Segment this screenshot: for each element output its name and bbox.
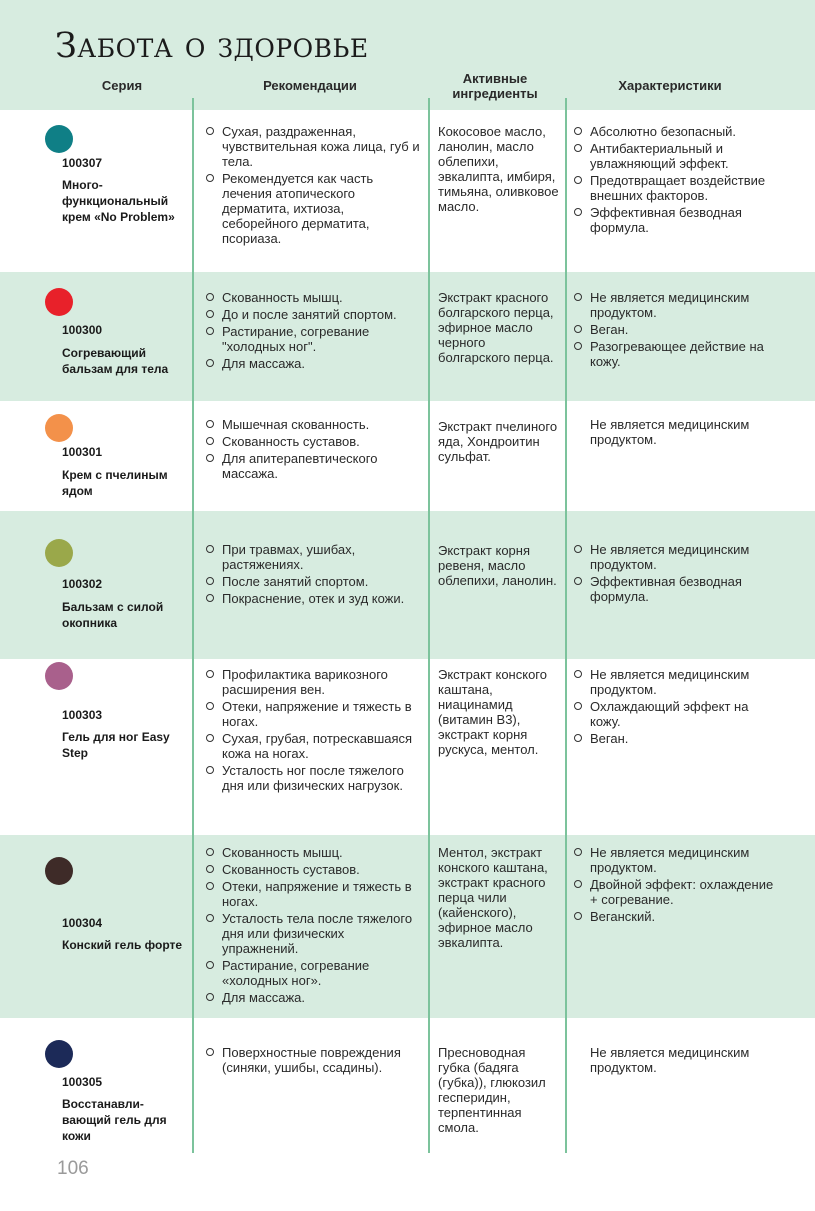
- list-item: Абсолютно безопасный.: [573, 124, 778, 139]
- list-item: Не является медицинским продуктом.: [590, 1045, 750, 1075]
- list-item: Сухая, раздраженная, чувствительная кожа лица, губ и тела.: [205, 124, 423, 169]
- product-code: 100302: [62, 577, 103, 591]
- list-item: Не является медицинским продуктом.: [573, 542, 778, 572]
- list-item: Разогревающее действие на кожу.: [573, 339, 778, 369]
- product-name: Согревающий бальзам для тела: [62, 346, 169, 376]
- color-dot: [45, 414, 73, 442]
- characteristics-list: [573, 542, 778, 606]
- list-item: Для массажа.: [205, 356, 423, 371]
- product-name: Гель для ног Easy Step: [62, 730, 170, 760]
- product-code: 100301: [62, 445, 103, 459]
- list-item: Двойной эффект: охлаждение + согревание.: [573, 877, 778, 907]
- page-number: 106: [57, 1158, 89, 1179]
- product-row-100304: [0, 835, 815, 1018]
- product-name: Конский гель форте: [62, 938, 183, 952]
- characteristics-list: [573, 1045, 778, 1077]
- ingredients-text: Экстракт корня ревеня, масло облепихи, ланолин.: [438, 543, 557, 588]
- product-code: 100304: [62, 916, 103, 930]
- color-dot: [45, 662, 73, 690]
- ingredients-text: Ментол, экстракт конского каштана, экстракт красного перца чили (кайенского), эфирное масло эвкалипта.: [438, 845, 548, 950]
- list-item: Отеки, напряжение и тяжесть в ногах.: [205, 879, 423, 909]
- list-item: Усталость тела после тяжелого дня или физических упражнений.: [205, 911, 423, 956]
- product-name: Много-функциональный крем «No Problem»: [62, 178, 175, 224]
- list-item: Сухая, грубая, потрескавшаяся кожа на ногах.: [205, 731, 423, 761]
- list-item: Эффективная безводная формула.: [573, 205, 778, 235]
- col-head-characteristics: Характеристики: [618, 78, 722, 93]
- column-divider: [192, 98, 194, 1153]
- list-item: Профилактика варикозного расширения вен.: [205, 667, 423, 697]
- list-item: Скованность суставов.: [205, 862, 423, 877]
- list-item: Эффективная безводная формула.: [573, 574, 778, 604]
- col-head-ingredients: Активные ингредиенты: [452, 71, 538, 101]
- ingredients-text: Экстракт конского каштана, ниацинамид (витамин В3), экстракт корня рускуса, ментол.: [438, 667, 547, 757]
- list-item: Предотвращает воздействие внешних факторов.: [573, 173, 778, 203]
- ingredients-text: Пресноводная губка (бадяга (губка)), глюкозил гесперидин, терпентинная смола.: [438, 1045, 546, 1135]
- list-item: Покраснение, отек и зуд кожи.: [205, 591, 423, 606]
- list-item: Скованность мышц.: [205, 845, 423, 860]
- color-dot: [45, 1040, 73, 1068]
- product-code: 100307: [62, 156, 103, 170]
- list-item: Веганский.: [573, 909, 778, 924]
- list-item: Для массажа.: [205, 990, 423, 1005]
- product-row-100303: [0, 659, 815, 835]
- list-item: Для апитерапевтического массажа.: [205, 451, 423, 481]
- characteristics-list: [573, 667, 778, 748]
- list-item: Не является медицинским продуктом.: [590, 417, 750, 447]
- list-item: Мышечная скованность.: [205, 417, 423, 432]
- characteristics-list: [573, 845, 778, 926]
- column-divider: [565, 98, 567, 1153]
- recommendations-list: [205, 1045, 423, 1077]
- product-name: Бальзам с силой окопника: [62, 600, 164, 630]
- list-item: Рекомендуется как часть лечения атопического дерматита, ихтиоза, себорейного дерматита, псориаза.: [205, 171, 423, 246]
- product-row-100307: [0, 110, 815, 272]
- recommendations-list: [205, 417, 423, 483]
- recommendations-list: [205, 542, 423, 608]
- list-item: Скованность суставов.: [205, 434, 423, 449]
- list-item: Растирание, согревание "холодных ног".: [205, 324, 423, 354]
- ingredients-text: Экстракт красного болгарского перца, эфирное масло черного болгарского перца.: [438, 290, 554, 365]
- list-item: Охлаждающий эффект на кожу.: [573, 699, 778, 729]
- product-name: Крем с пчелиным ядом: [62, 468, 168, 498]
- list-item: До и после занятий спортом.: [205, 307, 423, 322]
- product-code: 100300: [62, 323, 103, 337]
- ingredients-text: Экстракт пчелиного яда, Хондроитин сульфат.: [438, 419, 558, 464]
- product-code: 100305: [62, 1075, 103, 1089]
- color-dot: [45, 857, 73, 885]
- product-row-100305: [0, 1018, 815, 1153]
- recommendations-list: [205, 845, 423, 1007]
- color-dot: [45, 539, 73, 567]
- characteristics-list: [573, 124, 778, 237]
- recommendations-list: [205, 290, 423, 373]
- ingredients-text: Кокосовое масло, ланолин, масло облепихи, эвкалипта, имбиря, тимьяна, оливковое масло.: [438, 124, 559, 214]
- list-item: Веган.: [573, 322, 778, 337]
- list-item: Отеки, напряжение и тяжесть в ногах.: [205, 699, 423, 729]
- product-code: 100303: [62, 708, 103, 722]
- list-item: Растирание, согревание «холодных ног».: [205, 958, 423, 988]
- list-item: Веган.: [573, 731, 778, 746]
- characteristics-list: [573, 417, 778, 449]
- list-item: Усталость ног после тяжелого дня или физических нагрузок.: [205, 763, 423, 793]
- list-item: Поверхностные повреждения (синяки, ушибы, ссадины).: [205, 1045, 423, 1075]
- product-row-100300: [0, 272, 815, 401]
- recommendations-list: [205, 667, 423, 795]
- product-row-100302: [0, 511, 815, 659]
- recommendations-list: [205, 124, 423, 248]
- color-dot: [45, 288, 73, 316]
- product-name: Восстанавли-вающий гель для кожи: [62, 1097, 167, 1143]
- list-item: При травмах, ушибах, растяжениях.: [205, 542, 423, 572]
- product-row-100301: [0, 401, 815, 511]
- col-head-series: Серия: [101, 78, 143, 93]
- header-band: [0, 0, 815, 110]
- color-dot: [45, 125, 73, 153]
- list-item: Не является медицинским продуктом.: [573, 845, 778, 875]
- list-item: Не является медицинским продуктом.: [573, 290, 778, 320]
- characteristics-list: [573, 290, 778, 371]
- list-item: Антибактериальный и увлажняющий эффект.: [573, 141, 778, 171]
- page-title: Забота о здоровье: [55, 26, 369, 66]
- column-divider: [428, 98, 430, 1153]
- list-item: Скованность мышц.: [205, 290, 423, 305]
- col-head-recommendations: Рекомендации: [263, 78, 357, 93]
- list-item: После занятий спортом.: [205, 574, 423, 589]
- list-item: Не является медицинским продуктом.: [573, 667, 778, 697]
